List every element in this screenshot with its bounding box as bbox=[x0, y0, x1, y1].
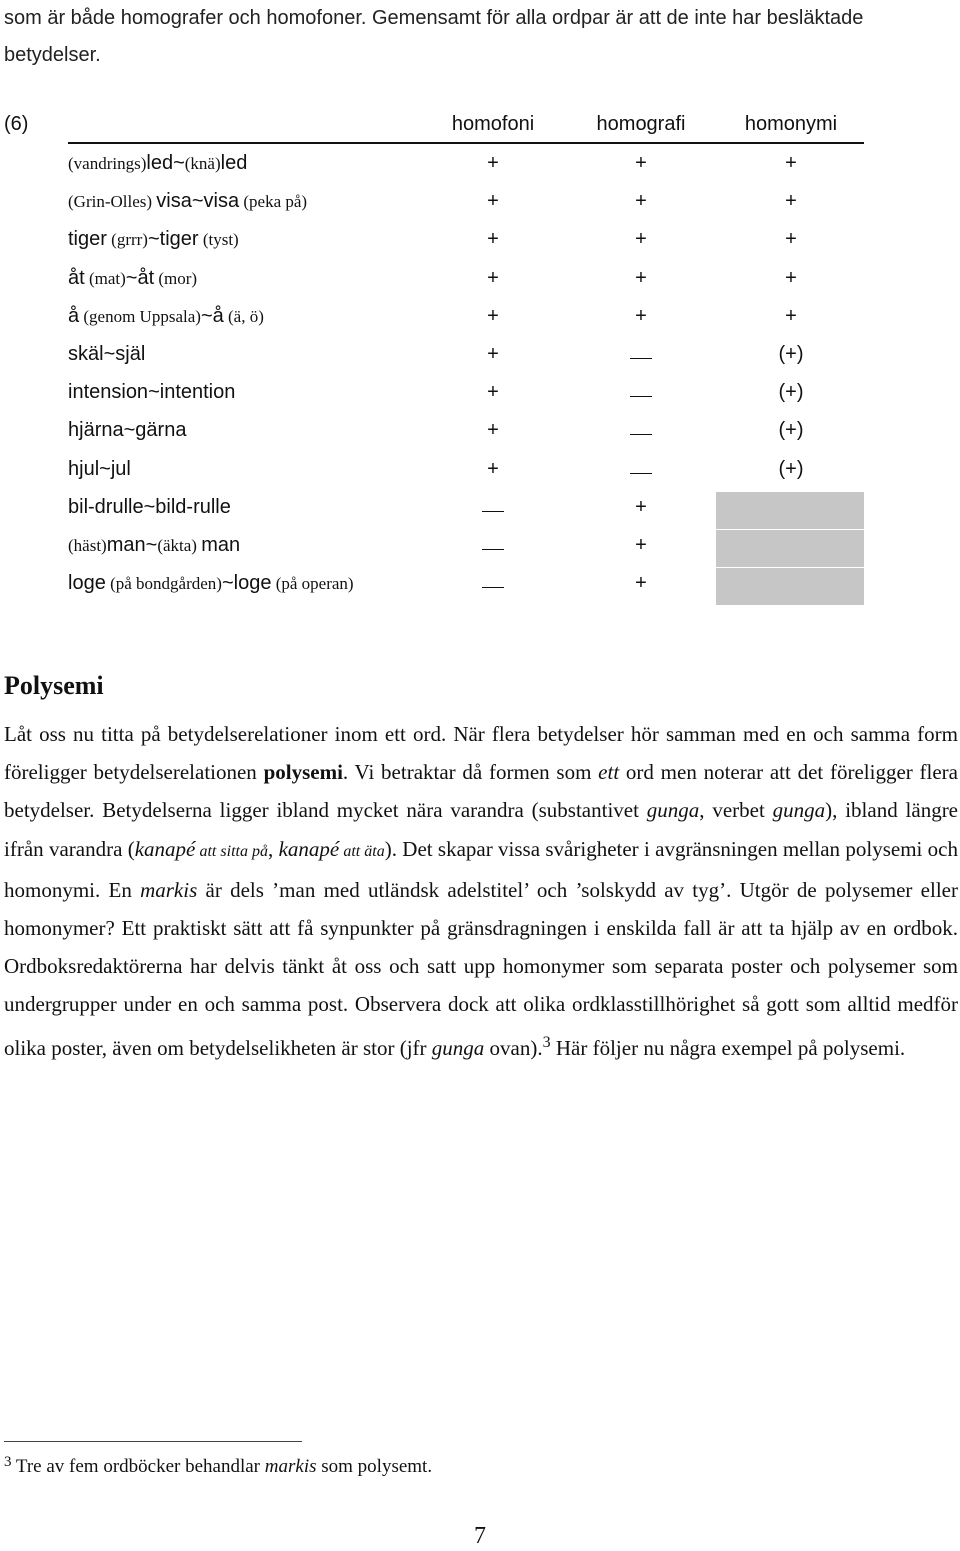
cell-homofoni: + bbox=[487, 457, 499, 480]
header-homografi: homografi bbox=[596, 113, 686, 135]
table-row bbox=[0, 415, 960, 453]
table-row bbox=[0, 224, 960, 262]
cell-homografi: + bbox=[635, 495, 647, 518]
footnote: $^3$ Tre av fem ordböcker behandlar markis som polysemt. bbox=[4, 1454, 433, 1477]
cell-homonymi: (+) bbox=[778, 419, 804, 442]
table-row bbox=[0, 186, 960, 224]
minus-mark bbox=[482, 587, 504, 588]
table-row bbox=[0, 530, 960, 568]
header-rule bbox=[68, 142, 864, 144]
cell-homografi: + bbox=[635, 304, 647, 327]
footnote-reference[interactable]: 3 bbox=[542, 1033, 551, 1051]
table-row bbox=[0, 492, 960, 530]
table-row bbox=[0, 568, 960, 606]
cell-homografi: + bbox=[635, 572, 647, 595]
page-number: 7 bbox=[474, 1523, 486, 1549]
footnote-rule bbox=[4, 1441, 302, 1442]
header-homofoni: homofoni bbox=[451, 113, 535, 135]
cell-homonymi: (+) bbox=[778, 343, 804, 365]
table-row bbox=[0, 148, 960, 186]
cell-homografi: + bbox=[635, 190, 647, 213]
word-pair: tiger (grrr)~tiger (tyst) bbox=[68, 228, 239, 251]
section-title: Polysemi bbox=[4, 671, 104, 700]
cell-homonymi: + bbox=[785, 304, 797, 327]
cell-homonymi: + bbox=[785, 266, 797, 289]
word-pair: bil-drulle~bild-rulle bbox=[68, 495, 231, 518]
shaded-cell bbox=[716, 492, 864, 529]
word-pair: hjärna~gärna bbox=[68, 419, 187, 442]
shaded-cell bbox=[716, 568, 864, 605]
table-row bbox=[0, 377, 960, 415]
term-polysemi: polysemi bbox=[263, 760, 343, 785]
cell-homofoni: + bbox=[487, 190, 499, 213]
word-pair: intension~intention bbox=[68, 381, 236, 404]
cell-homofoni: + bbox=[487, 381, 499, 404]
word-pair: loge (på bondgården)~loge (på operan) bbox=[68, 572, 354, 595]
word-pair: hjul~jul bbox=[68, 457, 131, 480]
word-pair: åt (mat)~åt (mor) bbox=[68, 266, 198, 289]
shaded-cell bbox=[716, 530, 864, 567]
cell-homonymi: + bbox=[785, 190, 797, 213]
cell-homonymi: + bbox=[785, 152, 797, 174]
header-homonymi: homonymi bbox=[744, 113, 838, 135]
intro-paragraph: som är både homografer och homofoner. Gemensamt för alla ordpar är att de inte har besläktade betydelser. bbox=[4, 7, 864, 66]
cell-homografi: + bbox=[635, 228, 647, 251]
cell-homofoni: + bbox=[487, 343, 499, 365]
table-row bbox=[0, 339, 960, 377]
word-pair: skäl~själ bbox=[68, 343, 146, 365]
minus-mark bbox=[630, 473, 652, 474]
cell-homografi: + bbox=[635, 534, 647, 556]
cell-homofoni: + bbox=[487, 266, 499, 289]
cell-homonymi: (+) bbox=[778, 457, 804, 480]
minus-mark bbox=[482, 549, 504, 550]
word-pair: (häst)man~(äkta) man bbox=[68, 534, 241, 556]
cell-homofoni: + bbox=[487, 152, 499, 174]
minus-mark bbox=[482, 511, 504, 512]
body-paragraph: Låt oss nu titta på betydelserelationer inom ett ord. När flera betydelser hör samman med en och samma form föreligger betydelserelationen polysemi. Vi betraktar då formen som ett ord men noterar att det föreligger flera betydelser. Betydelserna ligger ibland mycket nära varandra (substantivet gunga, verbet gunga), ibland längre ifrån varandra (kanapé att sitta på, kanapé att äta). Det skapar vissa svårigheter i avgränsningen mellan polysemi och homonymi. En markis är dels ’man med utländsk adelstitel’ och ’solskydd av tyg’. Utgör de polysemer eller homonymer? Ett praktiskt sätt att få synpunkter på gränsdragningen i enskilda fall är att ta hjälp av en ordbok. Ordboksredaktörerna har delvis tänkt åt oss och satt upp homonymer som separata poster och polysemer som undergrupper under en och samma post. Observera dock att olika ordklasstillhörighet så gott som alltid medför olika poster, även om betydelselikheten är stor (jfr gunga ovan).$^3$ Här följer nu några exempel på polysemi. bbox=[4, 722, 959, 1060]
table-row bbox=[0, 263, 960, 301]
word-pair: å (genom Uppsala)~å (ä, ö) bbox=[68, 304, 264, 327]
cell-homofoni: + bbox=[487, 304, 499, 327]
example-number: (6) bbox=[4, 113, 29, 135]
cell-homografi: + bbox=[635, 266, 647, 289]
cell-homonymi: + bbox=[785, 228, 797, 251]
word-pair: (vandrings)led~(knä)led bbox=[68, 152, 248, 174]
minus-mark bbox=[630, 396, 652, 397]
cell-homografi: + bbox=[635, 152, 647, 174]
cell-homofoni: + bbox=[487, 228, 499, 251]
minus-mark bbox=[630, 358, 652, 359]
table-row bbox=[0, 301, 960, 339]
footnote-number: 3 bbox=[4, 1454, 12, 1470]
word-pair: (Grin-Olles) visa~visa (peka på) bbox=[68, 190, 308, 213]
table-row bbox=[0, 454, 960, 492]
cell-homofoni: + bbox=[487, 419, 499, 442]
cell-homonymi: (+) bbox=[778, 381, 804, 404]
minus-mark bbox=[630, 434, 652, 435]
